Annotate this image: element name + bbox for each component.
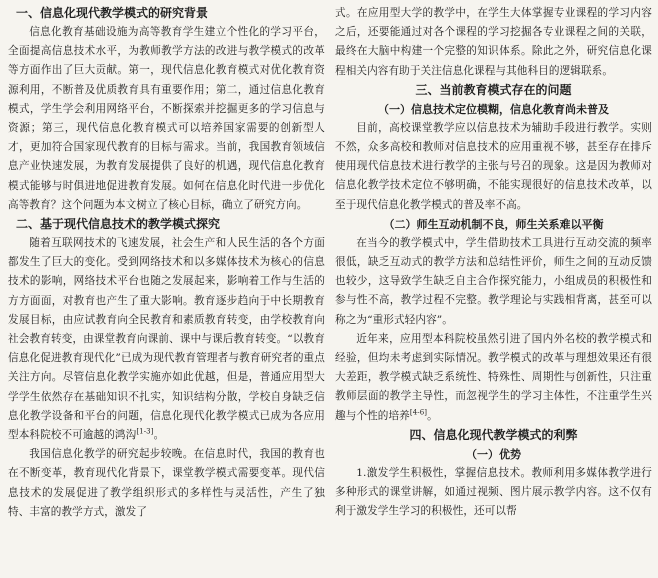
paragraph-background: 信息化教育基础设施为高等教育学生建立个性化的学习平台，全面提高信息技术水平，为教师教学方法的改进与教学模式的改革等方面作出了巨大贡献。第一，现代信息化教育模式对优化教育资源利用，不断普及优质教育具有重要作用；第二，通过信息化教育模式，学生学会利用网络平台，不断探索并挖掘更多的学习信息与资源；第三，现代信息化教育模式可以培养国家需要的创新型人才，更加符合国家现代教育的目标与需求。当前，我国教育领域信息产业快速发展，为教育发展提供了良好的机遇，现代信息化教育模式能够与时俱进地促进教育发展。如何在信息化时代进一步优化高等教育？这个问题为本文树立了核心目标，确立了研究方向。 xyxy=(8,26,325,211)
subheading-2: （二）师生互动机制不良，师生关系难以平衡 xyxy=(383,217,604,231)
period: 。 xyxy=(153,429,165,442)
paragraph-exploration xyxy=(8,234,325,445)
citation-1: [1-3] xyxy=(136,427,154,436)
citation-2: [4-6] xyxy=(409,408,428,417)
paragraph-recent-years xyxy=(335,330,652,426)
subheading-3: （一）优势 xyxy=(466,447,521,461)
section-heading-3: 三、当前教育模式存在的问题 xyxy=(415,82,572,97)
period: 。 xyxy=(427,409,438,422)
paragraph-exploration-text: 随着互联网技术的飞速发展，社会生产和人民生活的各个方面都发生了巨大的变化。受到网络技术和以多媒体技术为核心的信息技术的影响，网络技术平台也随之发展起来，影响着工作与生活的方方面面，对教育也产生了重大影响。教育逐步趋向于中长期教育发展目标，由应试教育向全民教育和素质教育转变，由学校教育向社会教育转变，由课堂教育向课前、课中与课后教育转变。“以教育信息化促进教育现代化”已成为现代教育管理者与教育研究者的重点关注方向。尽管信息化教学实施亦如此优越，但是，普通应用型大学学生依然存在基础知识不扎实，知识结构分散，学校自身缺乏信息化教学设备和平台的问题，信息化现代化教学模式已成为各应用型本科院校不可逾越的鸿沟 xyxy=(8,237,325,442)
paragraph-late-start: 我国信息化教学的研究起步较晚。在信息时代，我国的教育也在不断变革，教育现代化背景下，课堂教学模式需要变革。现代信息技术的发展促进了教学组织形式的多样性与灵活性，产生了独特、丰富的教学方式，激发了 xyxy=(8,448,325,518)
paragraph-advantages: 1.激发学生积极性，掌握信息技术。教师利用多媒体教学进行多种形式的课堂讲解，如通过视频、图片展示教学内容。这不仅有利于激发学生学习的积极性，还可以帮 xyxy=(335,466,652,518)
section-heading-4: 四、信息化现代教学模式的利弊 xyxy=(409,427,578,442)
paragraph-interaction: 在当今的教学模式中，学生借助技术工具进行互动交流的频率很低，缺乏互动式的教学方法和总结性评价，师生之间的互动反馈也较少，这导致学生缺乏自主合作探究能力，小组成员的积极性和参与性不高，教学过程不完整。教学理论与实践相背离，甚至可以称之为“重形式轻内容”。 xyxy=(335,236,652,326)
paragraph-recent-years-text: 近年来，应用型本科院校虽然引进了国内外名校的教学模式和经验，但均未考虑到实际情况。教学模式的改革与理想效果还有很大差距，教学模式缺乏系统性、特殊性、周期性与创新性，只注重教师层面的教学主导性，而忽视学生的学习主体性，不注重学生兴趣与个性的培养 xyxy=(335,332,652,422)
paragraph-positioning: 目前，高校课堂教学应以信息技术为辅助手段进行教学。实则不然，众多高校和教师对信息技术的应用重视不够，甚至存在排斥使用现代信息技术进行教学的主张与号召的现象。这是因为教师对信息化教学技术定位不够明确，不能实现很好的信息技术改革，以至于现代信息化教学模式的普及率不高。 xyxy=(335,121,652,211)
paragraph-continued: 式。在应用型大学的教学中，在学生大体掌握专业课程的学习内容之后，还要能通过对各个课程的学习挖掘各专业课程之间的关联，最终在大脑中构建一个完整的知识体系。除此之外，研究信息化课程相关内容有助于关注信息化课程与其他科目的逻辑联系。 xyxy=(335,7,652,77)
subheading-1: （一）信息技术定位模糊，信息化教育尚未普及 xyxy=(378,102,609,116)
section-heading-1: 一、信息化现代教学模式的研究背景 xyxy=(16,6,209,20)
left-column xyxy=(8,4,325,578)
section-heading-2: 二、基于现代信息技术的教学模式探究 xyxy=(16,217,221,232)
right-column xyxy=(335,4,652,578)
